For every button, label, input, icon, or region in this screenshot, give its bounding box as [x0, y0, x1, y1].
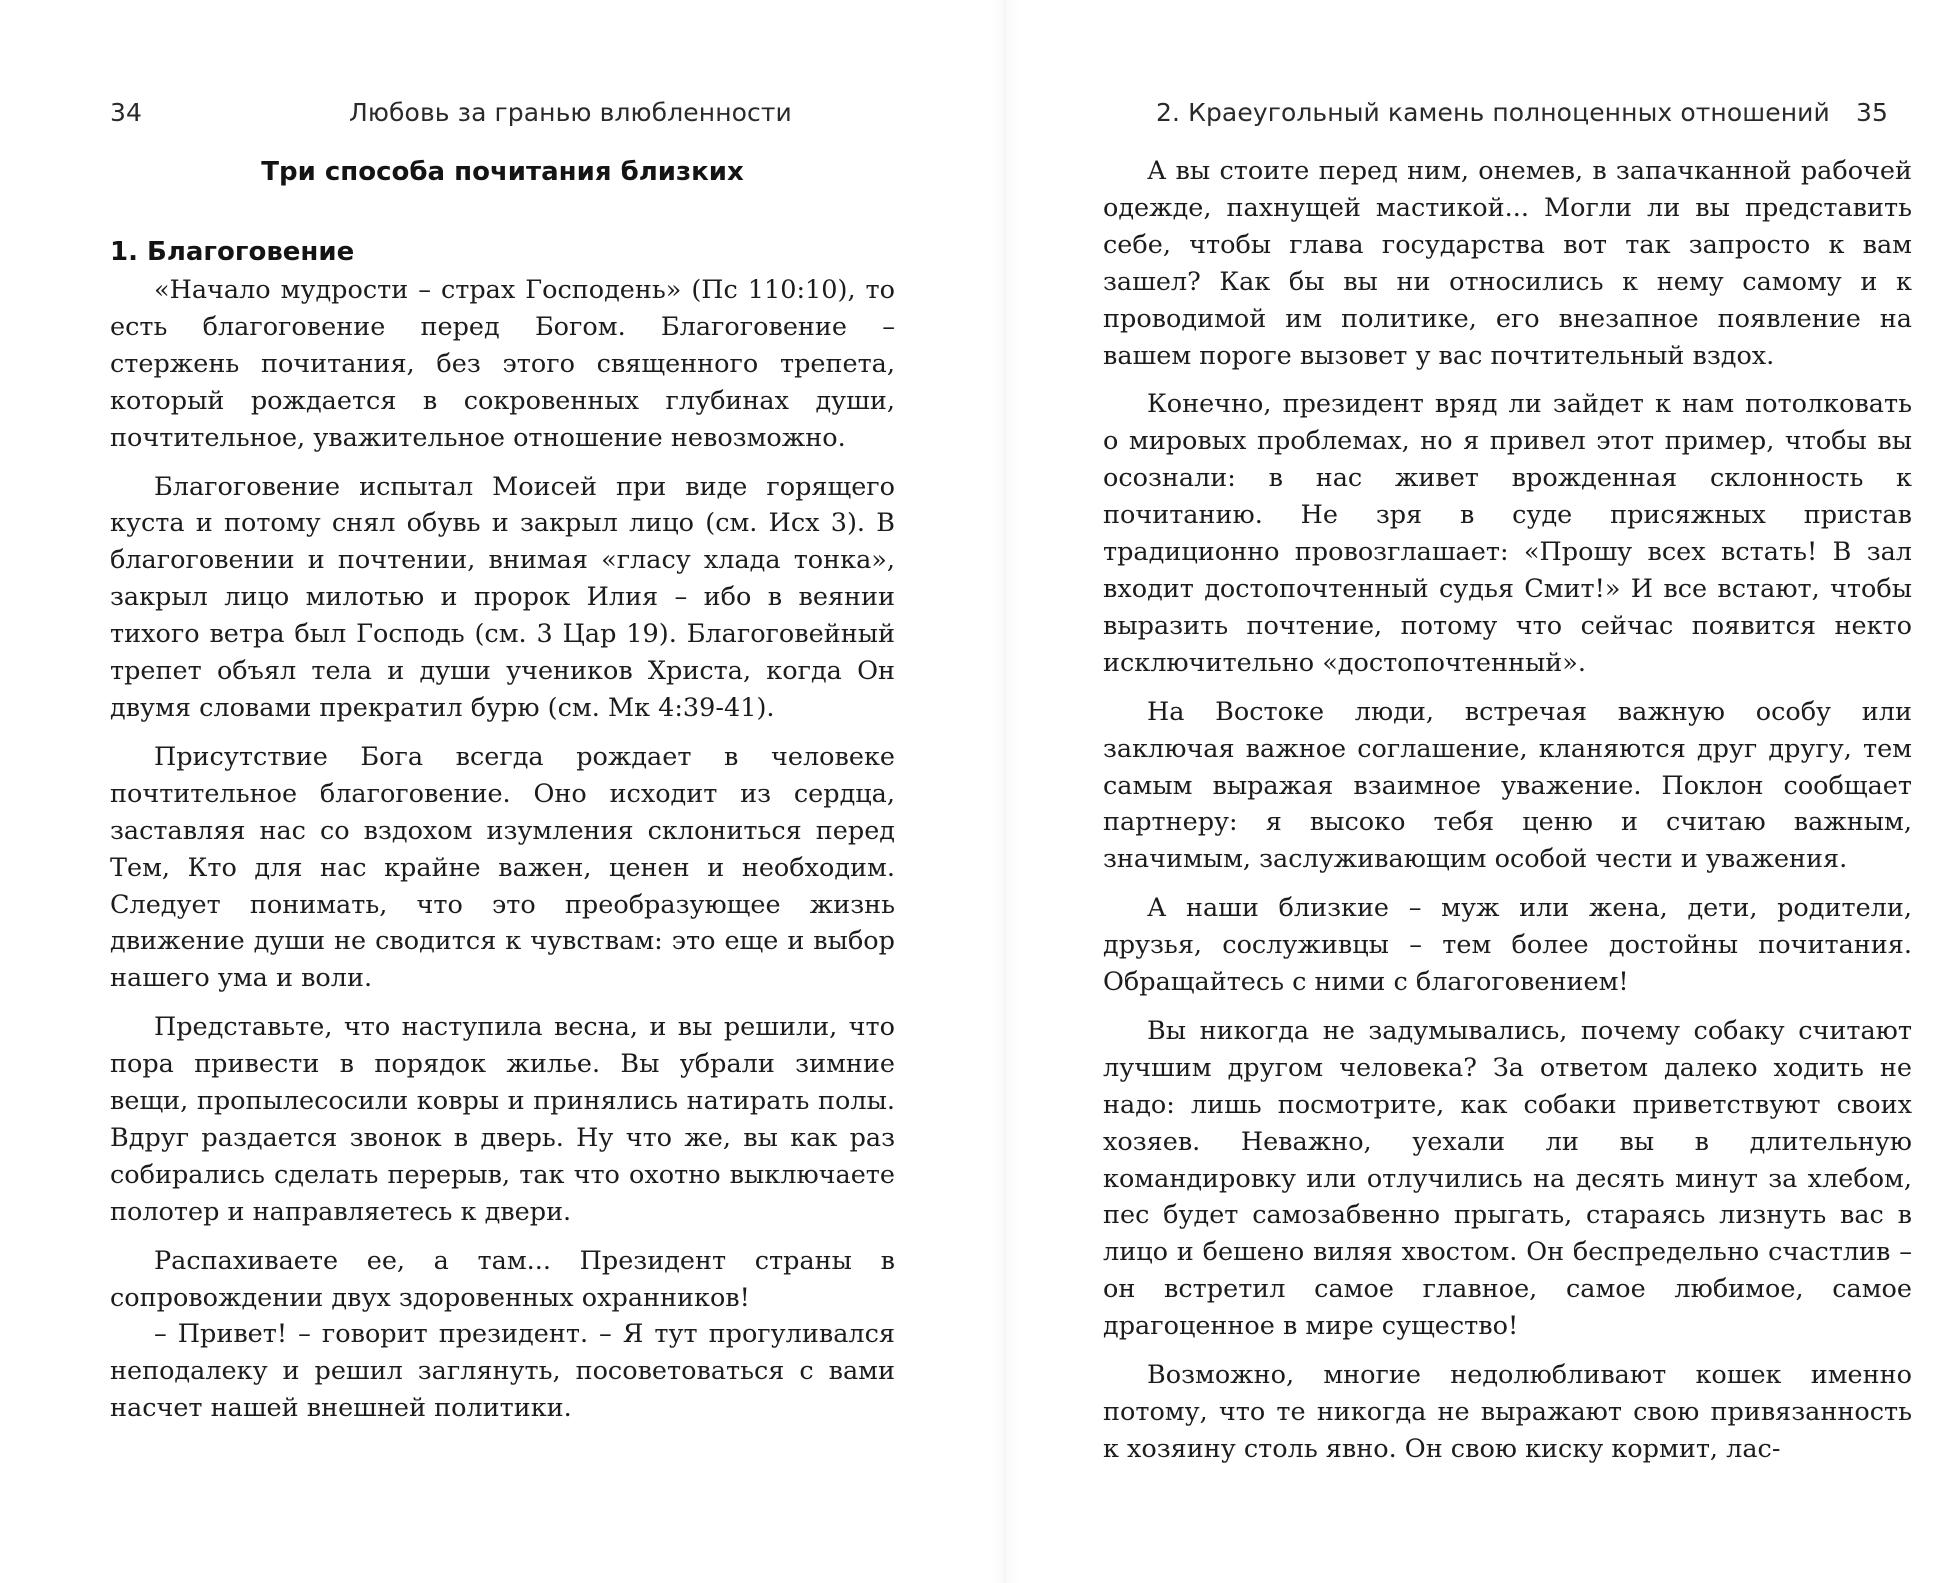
right-page-number: 35: [1856, 98, 1889, 127]
paragraph: – Привет! – говорит президент. – Я тут прогуливался неподалеку и решил заглянуть, посоветоваться с вами насчет нашей внешней политики.: [110, 1319, 895, 1424]
right-page: [1030, 0, 1956, 1583]
paragraph: «Начало мудрости – страх Господень» (Пс 110:10), то есть благоговение перед Богом. Благоговение – стержень почитания, без этого священного трепета, который рождается в сокровенных глубинах души, почтительное, уважительное отношение невозможно.: [110, 275, 895, 453]
section-title: Три способа почитания близких: [261, 157, 744, 187]
paragraph: Распахиваете ее, а там... Президент страны в сопровождении двух здоровенных охранников!: [110, 1245, 895, 1313]
left-page-body: [110, 150, 895, 1427]
subhead: 1. Благоговение: [110, 237, 355, 267]
left-page-number: 34: [110, 98, 143, 127]
right-page-body: [1103, 153, 1912, 1468]
paragraph: Вы никогда не задумывались, почему собаку считают лучшим другом человека? За ответом далеко ходить не надо: лишь посмотрите, как собаки приветствуют своих хозяев. Неважно, уехали ли вы в длительную командировку или отлучились на десять минут за хлебом, пес будет самозабвенно прыгать, стараясь лизнуть вас в лицо и бешено виляя хвостом. Он беспредельно счастлив – он встретил самое главное, самое любимое, самое драгоценное в мире существо!: [1103, 1015, 1912, 1342]
paragraph: Возможно, многие недолюбливают кошек именно потому, что те никогда не выражают свою привязанность к хозяину столь явно. Он свою киску кормит, лас-: [1103, 1360, 1912, 1464]
paragraph: А наши близкие – муж или жена, дети, родители, друзья, сослуживцы – тем более достойны почитания. Обращайтесь с ними с благоговением!: [1103, 893, 1912, 998]
paragraph: На Востоке люди, встречая важную особу или заключая важное соглашение, кланяются друг другу, тем самым выражая взаимное уважение. Поклон сообщает партнеру: я высоко тебя ценю и считаю важным, значимым, заслуживающим особой чести и уважения.: [1103, 696, 1912, 875]
paragraph: А вы стоите перед ним, онемев, в запачканной рабочей одежде, пахнущей мастикой... Могли ли вы представить себе, чтобы глава государства вот так запросто к вам зашел? Как бы вы ни относились к нему самому и к проводимой им политике, его внезапное появление на вашем пороге вызовет у вас почтительный вздох.: [1103, 156, 1912, 371]
left-running-title: Любовь за гранью влюбленности: [349, 98, 792, 127]
paragraph: Благоговение испытал Моисей при виде горящего куста и потому снял обувь и закрыл лицо (см. Исх 3). В благоговении и почтении, внимая «гласу хлада тонка», закрыл лицо милотью и пророк Илия – ибо в веянии тихого ветра был Господь (см. 3 Цар 19). Благоговейный трепет объял тела и души учеников Христа, когда Он двумя словами прекратил бурю (см. Мк 4:39-41).: [110, 471, 895, 723]
right-running-title: 2. Краеугольный камень полноценных отношений: [1156, 98, 1830, 127]
book-gutter: [990, 0, 1020, 1583]
paragraph: Представьте, что наступила весна, и вы решили, что пора привести в порядок жилье. Вы убрали зимние вещи, пропылесосили ковры и принялись натирать полы. Вдруг раздается звонок в дверь. Ну что же, вы как раз собирались сделать перерыв, так что охотно выключаете полотер и направляетесь к двери.: [110, 1012, 895, 1227]
paragraph: Конечно, президент вряд ли зайдет к нам потолковать о мировых проблемах, но я привел этот пример, чтобы вы осознали: в нас живет врожденная склонность к почитанию. Не зря в суде присяжных пристав традиционно провозглашает: «Прошу всех встать! В зал входит достопочтенный судья Смит!» И все встают, чтобы выразить почтение, потому что сейчас появится некто исключительно «достопочтенный».: [1103, 389, 1912, 678]
paragraph: Присутствие Бога всегда рождает в человеке почтительное благоговение. Оно исходит из сердца, заставляя нас со вздохом изумления склониться перед Тем, Кто для нас крайне важен, ценен и необходим. Следует понимать, что это преобразующее жизнь движение души не сводится к чувствам: это еще и выбор нашего ума и воли.: [110, 741, 895, 994]
